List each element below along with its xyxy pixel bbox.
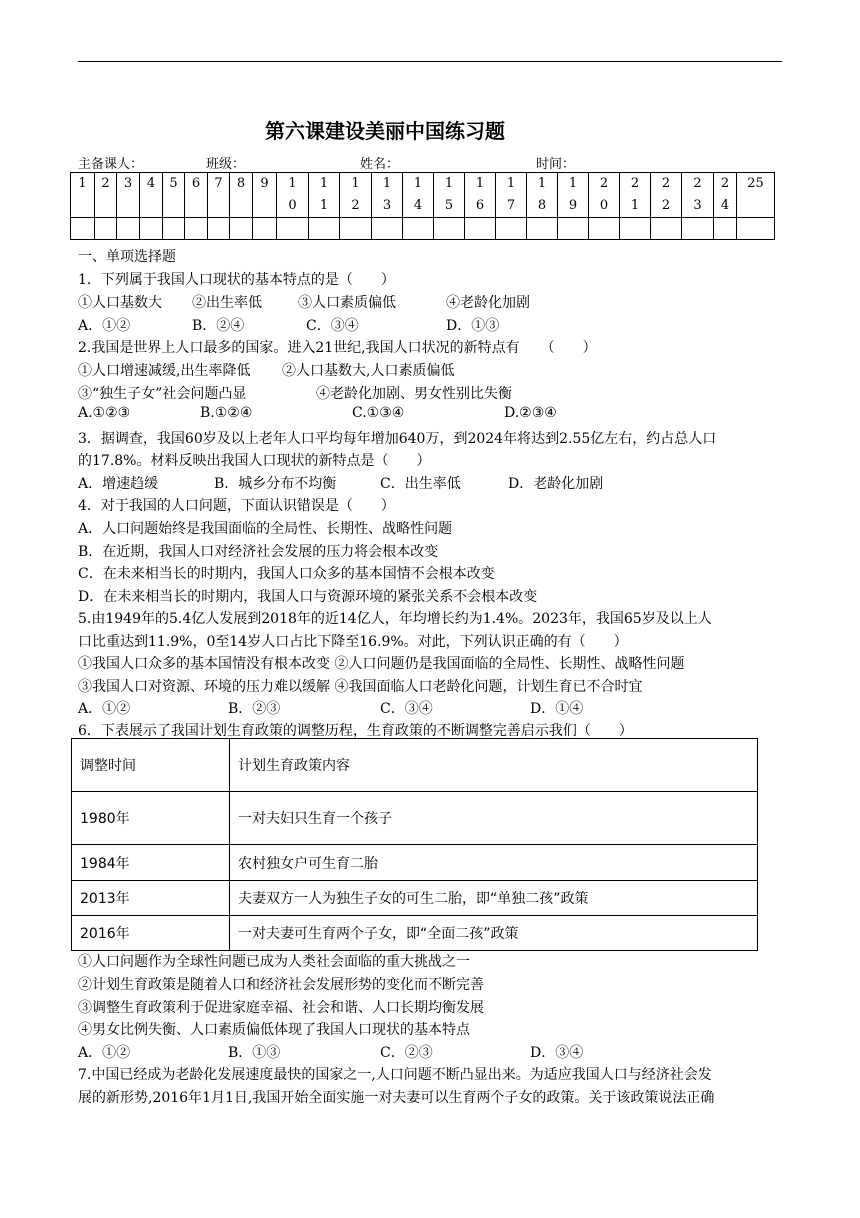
answer-number-cell [403, 173, 434, 218]
answer-number-cell [309, 173, 340, 218]
answer-number-cell [185, 173, 208, 218]
answer-number-cell [230, 173, 253, 218]
policy-year: 1980年 [72, 792, 230, 845]
meta-class: 班级： [206, 157, 246, 172]
q5-line-1: 5.由1949年的5.4亿人发展到2018年的近14亿人，年均增长约为1.4%。2023年，我国65岁及以上人 [78, 611, 712, 627]
answer-number-cell [465, 173, 496, 218]
answer-number-digit: 1 [630, 198, 640, 213]
answer-blank-cell[interactable] [527, 218, 558, 240]
answer-number-cell [71, 173, 95, 218]
q2-option-c: C.①③④ [352, 405, 405, 421]
answer-blank-cell[interactable] [340, 218, 372, 240]
answer-blank-cell[interactable] [682, 218, 714, 240]
answer-number-digit: 2 [351, 198, 360, 213]
answer-blank-cell[interactable] [140, 218, 163, 240]
answer-number-cell [253, 173, 277, 218]
answer-blank-cell[interactable] [253, 218, 277, 240]
q4-stem: 4．对于我国的人口问题，下面认识错误是（ ） [78, 498, 395, 514]
policy-content: 一对夫妻可生育两个子女，即“全面二孩”政策 [230, 916, 758, 951]
answer-number-digit: 2 [101, 176, 110, 191]
answer-number-cell [714, 173, 737, 218]
q3-option-b: B．城乡分布不均衡 [214, 476, 337, 492]
answer-sheet-table [70, 172, 775, 240]
q4-option-a: A．人口问题始终是我国面临的全局性、长期性、战略性问题 [78, 521, 453, 537]
q2-option-b: B.①②④ [200, 405, 253, 421]
answer-number-cell [620, 173, 651, 218]
meta-teacher: 主备课人： [78, 157, 144, 172]
answer-blank-cell[interactable] [185, 218, 208, 240]
answer-number-digit: 1 [78, 176, 87, 191]
answer-number-cell [589, 173, 620, 218]
q4-option-c: C．在未来相当长的时期内，我国人口众多的基本国情不会根本改变 [78, 566, 495, 582]
answer-number-cell [682, 173, 714, 218]
q6-stem: 6．下表展示了我国计划生育政策的调整历程，生育政策的不断调整完善启示我们（ ） [78, 723, 633, 739]
policy-table [71, 738, 758, 951]
q7-line-2: 展的新形势,2016年1月1日,我国开始全面实施一对夫妻可以生育两个子女的政策。关于该政策说法正确 [78, 1090, 715, 1106]
policy-header-content: 计划生育政策内容 [230, 739, 758, 792]
policy-content: 夫妻双方一人为独生子女的可生二胎，即“单独二孩”政策 [230, 881, 758, 916]
q4-option-b: B．在近期，我国人口对经济社会发展的压力将会根本改变 [78, 544, 439, 560]
q1-option-b: B．②④ [192, 318, 245, 334]
policy-header-time: 调整时间 [72, 739, 230, 792]
q2-item-2: ②人口基数大,人口素质偏低 [282, 363, 455, 379]
answer-number-digit: 0 [599, 198, 609, 213]
q2-item-1: ①人口增速减缓,出生率降低 [78, 363, 251, 379]
answer-blank-cell[interactable] [651, 218, 682, 240]
answer-number-cell [651, 173, 682, 218]
answer-number-digit: 2 [599, 176, 609, 191]
answer-number-digit: 1 [319, 198, 329, 213]
table-row [72, 845, 758, 881]
q1-option-c: C．③④ [306, 318, 359, 334]
meta-time: 时间： [536, 157, 576, 172]
q5-option-a: A．①② [78, 701, 131, 717]
answer-number-digit: 1 [568, 176, 578, 191]
answer-number-digit: 1 [413, 176, 423, 191]
q6-option-d: D．③④ [530, 1045, 584, 1061]
answer-number-digit: 4 [146, 176, 156, 191]
answer-number-cell [208, 173, 230, 218]
answer-blank-row [71, 218, 775, 240]
q6-option-a: A．①② [78, 1045, 131, 1061]
section-heading: 一、单项选择题 [78, 249, 176, 265]
q2-option-a: A.①②③ [78, 405, 131, 421]
answer-number-digit: 7 [506, 198, 516, 213]
q3-option-c: C．出生率低 [380, 476, 461, 492]
q5-option-d: D．①④ [530, 701, 584, 717]
answer-number-cell [434, 173, 465, 218]
q1-stem: 1．下列属于我国人口现状的基本特点的是（ ） [78, 272, 395, 288]
answer-blank-cell[interactable] [714, 218, 737, 240]
answer-number-digit: 3 [693, 198, 702, 213]
answer-number-cell [527, 173, 558, 218]
answer-number-digit: 4 [413, 198, 423, 213]
answer-number-digit: 1 [475, 176, 485, 191]
answer-number-cell [95, 173, 117, 218]
policy-year: 1984年 [72, 845, 230, 881]
answer-blank-cell[interactable] [496, 218, 527, 240]
answer-number-digit: 1 [351, 176, 360, 191]
answer-number-digit: 9 [260, 176, 269, 191]
answer-number-row [71, 173, 775, 218]
q2-item-3: ③“独生子女”社会问题凸显 [78, 386, 247, 402]
policy-table-header [72, 739, 758, 792]
answer-number-cell [140, 173, 163, 218]
answer-number-digit: 6 [475, 198, 485, 213]
answer-number-cell [558, 173, 589, 218]
q6-option-c: C．②③ [380, 1045, 433, 1061]
answer-number-digit: 9 [568, 198, 578, 213]
q6-item-3: ③调整生育政策利于促进家庭幸福、社会和谐、人口长期均衡发展 [78, 1000, 484, 1016]
answer-number-digit: 2 [693, 176, 702, 191]
q1-item-2: ②出生率低 [192, 295, 262, 311]
answer-blank-cell[interactable] [403, 218, 434, 240]
answer-number-digit: 8 [236, 176, 246, 191]
q5-items-line-2: ③我国人口对资源、环境的压力难以缓解 ④我国面临人口老龄化问题，计划生育已不合时宜 [78, 679, 643, 695]
answer-number-digit: 2 [720, 176, 730, 191]
answer-number-cell [277, 173, 309, 218]
q2-option-d: D.②③④ [504, 405, 557, 421]
answer-number-digit: 1 [537, 176, 547, 191]
answer-number-digit: 1 [319, 176, 329, 191]
answer-blank-cell[interactable] [620, 218, 651, 240]
answer-number-digit: 5 [169, 176, 178, 191]
answer-blank-cell[interactable] [163, 218, 185, 240]
answer-blank-cell[interactable] [372, 218, 403, 240]
answer-number-digit: 5 [444, 198, 454, 213]
q3-line-2: 的17.8%。材料反映出我国人口现状的新特点是（ ） [78, 453, 431, 469]
table-row [72, 916, 758, 951]
answer-blank-cell[interactable] [309, 218, 340, 240]
meta-name: 姓名： [360, 157, 400, 172]
policy-year: 2013年 [72, 881, 230, 916]
answer-blank-cell[interactable] [434, 218, 465, 240]
answer-number-cell [372, 173, 403, 218]
answer-number-cell [117, 173, 140, 218]
answer-number-digit: 2 [630, 176, 640, 191]
answer-number-cell [340, 173, 372, 218]
answer-blank-cell[interactable] [117, 218, 140, 240]
table-row [72, 881, 758, 916]
answer-blank-cell[interactable] [589, 218, 620, 240]
answer-number-digit: 1 [506, 176, 516, 191]
answer-number-digit: 2 [661, 176, 671, 191]
answer-blank-cell[interactable] [737, 218, 775, 240]
q5-line-2: 口比重达到11.9%，0至14岁人口占比下降至16.9%。对此，下列认识正确的有（ ） [78, 634, 628, 650]
answer-number-digit: 25 [747, 176, 764, 191]
q7-line-1: 7.中国已经成为老龄化发展速度最快的国家之一,人口问题不断凸显出来。为适应我国人口与经济社会发 [78, 1067, 712, 1083]
answer-number-digit: 3 [123, 176, 133, 191]
q3-line-1: 3．据调查，我国60岁及以上老年人口平均每年增加640万，到2024年将达到2.55亿左右，约占总人口 [78, 431, 717, 447]
answer-blank-cell[interactable] [277, 218, 309, 240]
answer-blank-cell[interactable] [465, 218, 496, 240]
answer-number-digit: 1 [444, 176, 454, 191]
table-row [72, 792, 758, 845]
answer-number-digit: 8 [537, 198, 547, 213]
answer-number-digit: 2 [661, 198, 671, 213]
answer-blank-cell[interactable] [230, 218, 253, 240]
q1-item-1: ①人口基数大 [78, 295, 162, 311]
q6-item-4: ④男女比例失衡、人口素质偏低体现了我国人口现状的基本特点 [78, 1022, 470, 1038]
header-rule [78, 61, 782, 62]
answer-number-digit: 6 [191, 176, 201, 191]
answer-number-digit: 3 [382, 198, 392, 213]
q5-option-b: B．②③ [228, 701, 281, 717]
q1-option-a: A．①② [78, 318, 131, 334]
policy-year: 2016年 [72, 916, 230, 951]
page-title: 第六课建设美丽中国练习题 [265, 119, 505, 143]
q5-items-line-1: ①我国人口众多的基本国情没有根本改变 ②人口问题仍是我国面临的全局性、长期性、战略性问题 [78, 656, 685, 672]
q1-item-4: ④老龄化加剧 [446, 295, 530, 311]
q6-item-1: ①人口问题作为全球性问题已成为人类社会面临的重大挑战之一 [78, 954, 470, 970]
q4-option-d: D．在未来相当长的时期内，我国人口与资源环境的紧张关系不会根本改变 [78, 589, 538, 605]
answer-number-digit: 1 [288, 176, 297, 191]
answer-number-digit: 0 [288, 198, 297, 213]
q2-stem: 2.我国是世界上人口最多的国家。进入21世纪,我国人口状况的新特点有 （ ） [78, 340, 597, 356]
answer-number-cell [737, 173, 775, 218]
q2-item-4: ④老龄化加剧、男女性别比失衡 [316, 386, 512, 402]
answer-blank-cell[interactable] [208, 218, 230, 240]
answer-number-digit: 4 [720, 198, 730, 213]
q1-item-3: ③人口素质偏低 [298, 295, 396, 311]
q5-option-c: C．③④ [380, 701, 433, 717]
answer-number-cell [496, 173, 527, 218]
q6-item-2: ②计划生育政策是随着人口和经济社会发展形势的变化而不断完善 [78, 977, 484, 993]
answer-number-cell [163, 173, 185, 218]
answer-blank-cell[interactable] [558, 218, 589, 240]
q3-option-a: A．增速趋缓 [78, 476, 159, 492]
q6-option-b: B．①③ [228, 1045, 281, 1061]
answer-blank-cell[interactable] [95, 218, 117, 240]
policy-content: 一对夫妇只生育一个孩子 [230, 792, 758, 845]
answer-number-digit: 1 [382, 176, 392, 191]
policy-content: 农村独女户可生育二胎 [230, 845, 758, 881]
answer-number-digit: 7 [214, 176, 223, 191]
answer-blank-cell[interactable] [71, 218, 95, 240]
q1-option-d: D．①③ [446, 318, 500, 334]
q3-option-d: D．老龄化加剧 [508, 476, 604, 492]
